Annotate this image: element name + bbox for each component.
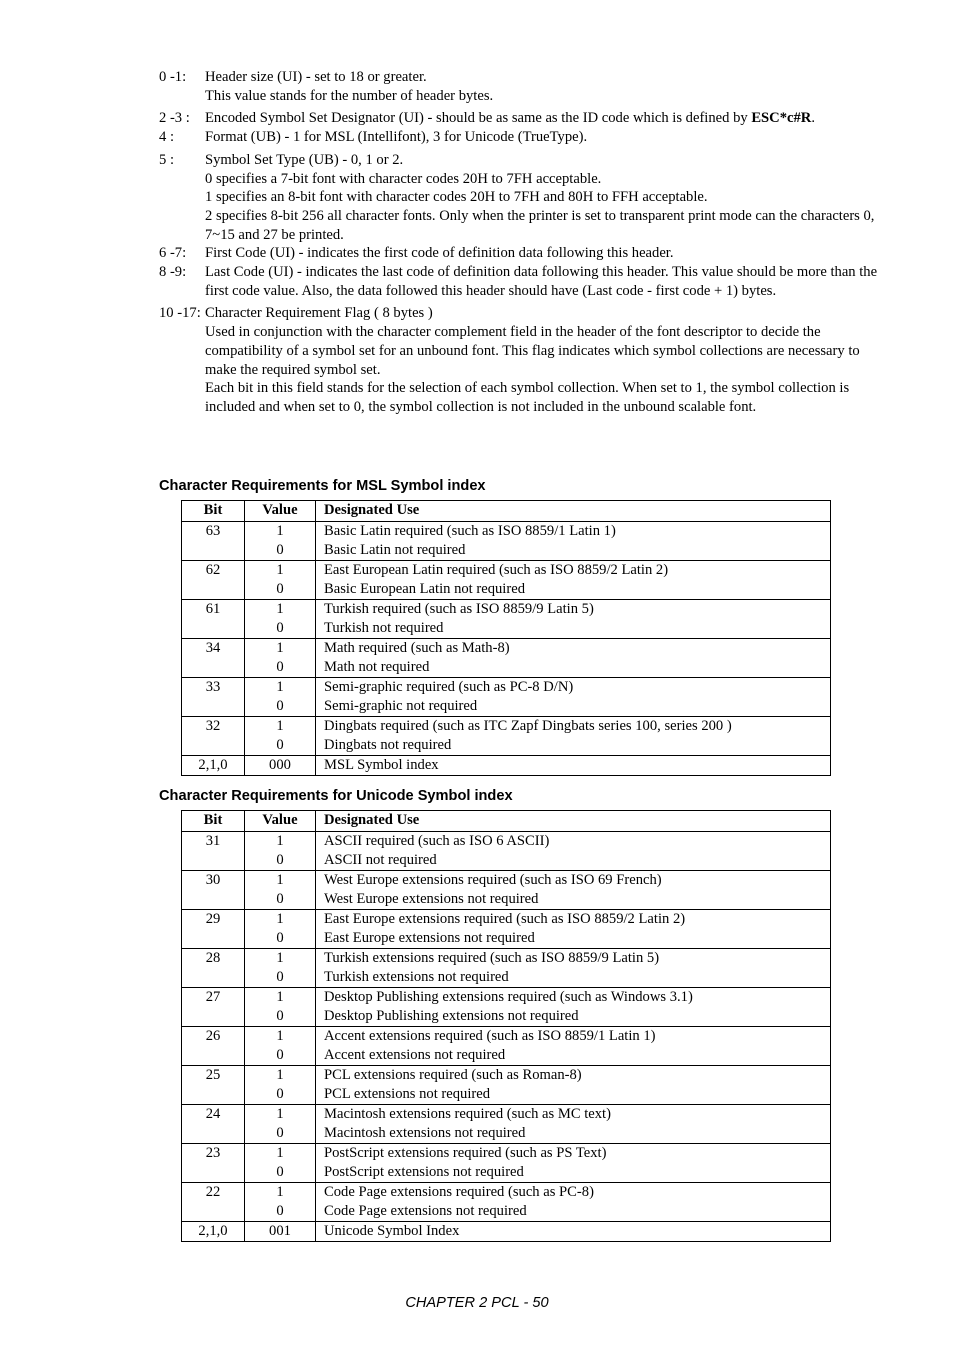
table-row <box>182 717 831 756</box>
table-row <box>182 832 831 871</box>
bit-value: 0 <box>276 930 284 946</box>
designated-use-text: ASCII required (such as ISO 6 ASCII) <box>324 833 550 849</box>
bit-value: 0 <box>276 1125 284 1141</box>
bit-value: 0 <box>276 1203 284 1219</box>
designated-use-text: Basic Latin not required <box>324 542 466 558</box>
definition-text: 0 specifies a 7-bit font with character codes 20H to 7FH acceptable. <box>205 170 602 187</box>
designated-use-text: Desktop Publishing extensions not required <box>324 1008 579 1024</box>
bit-value: 001 <box>269 1223 291 1239</box>
definition-text <box>205 109 887 128</box>
bit-number: 61 <box>205 601 221 617</box>
bit-cell <box>182 1105 245 1144</box>
table-row <box>182 1066 831 1105</box>
bit-number: 26 <box>205 1028 221 1044</box>
designated-use-text: West Europe extensions required (such as ISO 69 French) <box>324 872 662 888</box>
definition-text: Each bit in this field stands for the selection of each symbol collection. When set to 1, the symbol collection is included and when set to 0, the symbol collection is not included in the unbound scalable font. <box>205 380 850 415</box>
bit-cell <box>182 949 245 988</box>
table-row <box>182 1105 831 1144</box>
designated-use-cell <box>316 600 831 639</box>
bit-value: 0 <box>276 891 284 907</box>
bit-number: 2,1,0 <box>198 1223 228 1239</box>
bit-value: 1 <box>276 872 284 888</box>
definition-item <box>159 304 887 416</box>
definition-text: 2 specifies 8-bit 256 all character fonts. Only when the printer is set to transparent print mode can the characters 0, 7~15 and 27 be printed. <box>205 207 875 243</box>
column-header-bit: Bit <box>182 811 245 832</box>
definition-text: 1 specifies an 8-bit font with character codes 20H to 7FH and 80H to FFH acceptable. <box>205 189 708 206</box>
table-header-row <box>182 811 831 832</box>
bit-value: 0 <box>276 581 284 597</box>
definition-text: Format (UB) - 1 for MSL (Intellifont), 3 for Unicode (TrueType). <box>205 129 588 146</box>
bit-cell <box>182 639 245 678</box>
value-cell <box>245 756 316 776</box>
designated-use-text: Dingbats not required <box>324 737 452 753</box>
bit-number: 28 <box>205 950 221 966</box>
bit-value: 1 <box>276 1067 284 1083</box>
bit-value: 000 <box>269 757 291 773</box>
bit-value: 0 <box>276 1047 284 1063</box>
designated-use-cell <box>316 1183 831 1222</box>
bit-value: 0 <box>276 737 284 753</box>
table-row <box>182 988 831 1027</box>
designated-use-text: Turkish extensions not required <box>324 969 509 985</box>
table-row <box>182 1222 831 1242</box>
command-code: ESC*c#R <box>751 110 812 127</box>
definition-text-end: . <box>811 110 815 127</box>
table-row <box>182 1144 831 1183</box>
designated-use-cell <box>316 871 831 910</box>
value-cell <box>245 1066 316 1105</box>
bit-value: 0 <box>276 1008 284 1024</box>
value-cell <box>245 561 316 600</box>
designated-use-cell <box>316 832 831 871</box>
bit-value: 1 <box>276 1106 284 1122</box>
bit-value: 1 <box>276 523 284 539</box>
msl-requirements-table <box>181 500 831 776</box>
field-definitions <box>159 68 887 417</box>
bit-cell <box>182 871 245 910</box>
definition-offset: 2 -3 : <box>159 110 190 127</box>
bit-cell <box>182 600 245 639</box>
designated-use-cell <box>316 949 831 988</box>
designated-use-cell <box>316 1066 831 1105</box>
designated-use-cell <box>316 678 831 717</box>
bit-number: 31 <box>205 833 221 849</box>
designated-use-text: Code Page extensions required (such as PC-8) <box>324 1184 594 1200</box>
value-cell <box>245 1183 316 1222</box>
value-cell <box>245 1105 316 1144</box>
definition-item <box>159 109 887 128</box>
bit-cell <box>182 910 245 949</box>
bit-number: 33 <box>205 679 221 695</box>
definition-item <box>159 128 887 147</box>
bit-number: 23 <box>205 1145 221 1161</box>
bit-cell <box>182 756 245 776</box>
designated-use-text: Semi-graphic required (such as PC-8 D/N) <box>324 679 574 695</box>
designated-use-cell <box>316 717 831 756</box>
table-row <box>182 1027 831 1066</box>
designated-use-text: West Europe extensions not required <box>324 891 539 907</box>
column-header-designated-use: Designated Use <box>316 501 831 522</box>
designated-use-text: Code Page extensions not required <box>324 1203 527 1219</box>
designated-use-text: PCL extensions required (such as Roman-8) <box>324 1067 582 1083</box>
bit-value: 1 <box>276 1028 284 1044</box>
bit-value: 1 <box>276 1145 284 1161</box>
designated-use-text: Unicode Symbol Index <box>324 1223 460 1239</box>
bit-cell <box>182 1144 245 1183</box>
designated-use-text: East Europe extensions not required <box>324 930 535 946</box>
designated-use-text: Desktop Publishing extensions required (such as Windows 3.1) <box>324 989 693 1005</box>
definition-text: Character Requirement Flag ( 8 bytes ) <box>205 305 433 322</box>
definition-text: Last Code (UI) - indicates the last code of definition data following this header. This value should be more than the first code value. Also, the data followed this header should have (Last code - first code + 1) bytes. <box>205 264 878 299</box>
column-header-value: Value <box>245 811 316 832</box>
table-row <box>182 949 831 988</box>
column-header-value: Value <box>245 501 316 522</box>
value-cell <box>245 949 316 988</box>
bit-value: 1 <box>276 833 284 849</box>
bit-cell <box>182 561 245 600</box>
value-cell <box>245 1027 316 1066</box>
designated-use-text: East Europe extensions required (such as ISO 8859/2 Latin 2) <box>324 911 686 927</box>
definition-text: First Code (UI) - indicates the first code of definition data following this header. <box>205 245 674 262</box>
designated-use-text: East European Latin required (such as ISO 8859/2 Latin 2) <box>324 562 669 578</box>
bit-number: 22 <box>205 1184 221 1200</box>
designated-use-text: ASCII not required <box>324 852 437 868</box>
designated-use-text: Basic European Latin not required <box>324 581 525 597</box>
bit-cell <box>182 988 245 1027</box>
bit-value: 0 <box>276 852 284 868</box>
table-row <box>182 910 831 949</box>
table-row <box>182 678 831 717</box>
bit-number: 2,1,0 <box>198 757 228 773</box>
bit-number: 62 <box>205 562 221 578</box>
bit-value: 1 <box>276 640 284 656</box>
designated-use-text: Basic Latin required (such as ISO 8859/1 Latin 1) <box>324 523 616 539</box>
bit-number: 30 <box>205 872 221 888</box>
designated-use-cell <box>316 1222 831 1242</box>
table-row <box>182 871 831 910</box>
designated-use-cell <box>316 756 831 776</box>
bit-number: 25 <box>205 1067 221 1083</box>
definition-text: Symbol Set Type (UB) - 0, 1 or 2. <box>205 151 404 168</box>
table-row <box>182 600 831 639</box>
column-header-designated-use: Designated Use <box>316 811 831 832</box>
value-cell <box>245 678 316 717</box>
designated-use-text: MSL Symbol index <box>324 757 439 773</box>
value-cell <box>245 717 316 756</box>
bit-cell <box>182 717 245 756</box>
bit-cell <box>182 832 245 871</box>
designated-use-text: Accent extensions required (such as ISO 8859/1 Latin 1) <box>324 1028 656 1044</box>
bit-value: 0 <box>276 1086 284 1102</box>
value-cell <box>245 832 316 871</box>
definition-text-main: Encoded Symbol Set Designator (UI) - should be as same as the ID code which is defined by <box>205 110 752 127</box>
bit-value: 1 <box>276 950 284 966</box>
designated-use-cell <box>316 561 831 600</box>
definition-offset: 4 : <box>159 129 174 146</box>
bit-number: 32 <box>205 718 221 734</box>
bit-value: 1 <box>276 989 284 1005</box>
value-cell <box>245 988 316 1027</box>
bit-value: 0 <box>276 620 284 636</box>
value-cell <box>245 639 316 678</box>
definition-offset: 8 -9: <box>159 264 187 281</box>
designated-use-text: Semi-graphic not required <box>324 698 478 714</box>
definition-offset: 10 -17: <box>159 305 201 322</box>
bit-cell <box>182 1183 245 1222</box>
definition-item <box>159 263 887 300</box>
designated-use-cell <box>316 910 831 949</box>
designated-use-text: Dingbats required (such as ITC Zapf Dingbats series 100, series 200 ) <box>324 718 732 734</box>
bit-value: 1 <box>276 911 284 927</box>
unicode-table-title: Character Requirements for Unicode Symbol index <box>159 788 513 804</box>
value-cell <box>245 600 316 639</box>
bit-number: 34 <box>205 640 221 656</box>
table-header-row <box>182 501 831 522</box>
definition-text: This value stands for the number of header bytes. <box>205 87 494 104</box>
definition-offset: 6 -7: <box>159 245 187 262</box>
bit-value: 1 <box>276 601 284 617</box>
bit-cell <box>182 522 245 561</box>
definition-item <box>159 244 887 263</box>
designated-use-text: Macintosh extensions required (such as MC text) <box>324 1106 611 1122</box>
definition-item <box>159 151 887 245</box>
bit-value: 0 <box>276 698 284 714</box>
unicode-requirements-table <box>181 810 831 1242</box>
designated-use-text: Turkish required (such as ISO 8859/9 Latin 5) <box>324 601 594 617</box>
bit-value: 0 <box>276 542 284 558</box>
table-row <box>182 756 831 776</box>
definition-item <box>159 68 887 105</box>
value-cell <box>245 871 316 910</box>
bit-cell <box>182 1222 245 1242</box>
bit-value: 0 <box>276 1164 284 1180</box>
designated-use-cell <box>316 1027 831 1066</box>
table-row <box>182 561 831 600</box>
designated-use-text: PostScript extensions required (such as PS Text) <box>324 1145 607 1161</box>
value-cell <box>245 910 316 949</box>
designated-use-cell <box>316 1105 831 1144</box>
msl-table-title: Character Requirements for MSL Symbol index <box>159 478 486 494</box>
bit-cell <box>182 1066 245 1105</box>
table-row <box>182 1183 831 1222</box>
value-cell <box>245 1222 316 1242</box>
designated-use-text: Math not required <box>324 659 430 675</box>
table-row <box>182 639 831 678</box>
definition-offset: 5 : <box>159 151 174 168</box>
definition-text: Header size (UI) - set to 18 or greater. <box>205 69 427 85</box>
bit-number: 27 <box>205 989 221 1005</box>
page-footer: CHAPTER 2 PCL - 50 <box>405 1295 549 1311</box>
designated-use-text: PCL extensions not required <box>324 1086 491 1102</box>
table-row <box>182 522 831 561</box>
bit-number: 29 <box>205 911 221 927</box>
bit-value: 0 <box>276 659 284 675</box>
value-cell <box>245 1144 316 1183</box>
definition-offset: 0 -1: <box>159 69 187 85</box>
bit-value: 1 <box>276 562 284 578</box>
bit-cell <box>182 1027 245 1066</box>
bit-cell <box>182 678 245 717</box>
designated-use-cell <box>316 1144 831 1183</box>
bit-value: 1 <box>276 679 284 695</box>
value-cell <box>245 522 316 561</box>
bit-value: 1 <box>276 1184 284 1200</box>
bit-number: 63 <box>205 523 221 539</box>
designated-use-text: Accent extensions not required <box>324 1047 506 1063</box>
designated-use-cell <box>316 988 831 1027</box>
designated-use-cell <box>316 639 831 678</box>
designated-use-text: Math required (such as Math-8) <box>324 640 510 656</box>
bit-number: 24 <box>205 1106 221 1122</box>
bit-value: 1 <box>276 718 284 734</box>
designated-use-cell <box>316 522 831 561</box>
column-header-bit: Bit <box>182 501 245 522</box>
designated-use-text: Turkish extensions required (such as ISO 8859/9 Latin 5) <box>324 950 660 966</box>
definition-text: Used in conjunction with the character complement field in the header of the font descriptor to decide the compatibility of a symbol set for an unbound font. This flag indicates which symbol collections are necessary to make the required symbol set. <box>205 324 860 378</box>
designated-use-text: Turkish not required <box>324 620 444 636</box>
designated-use-text: PostScript extensions not required <box>324 1164 524 1180</box>
designated-use-text: Macintosh extensions not required <box>324 1125 526 1141</box>
bit-value: 0 <box>276 969 284 985</box>
